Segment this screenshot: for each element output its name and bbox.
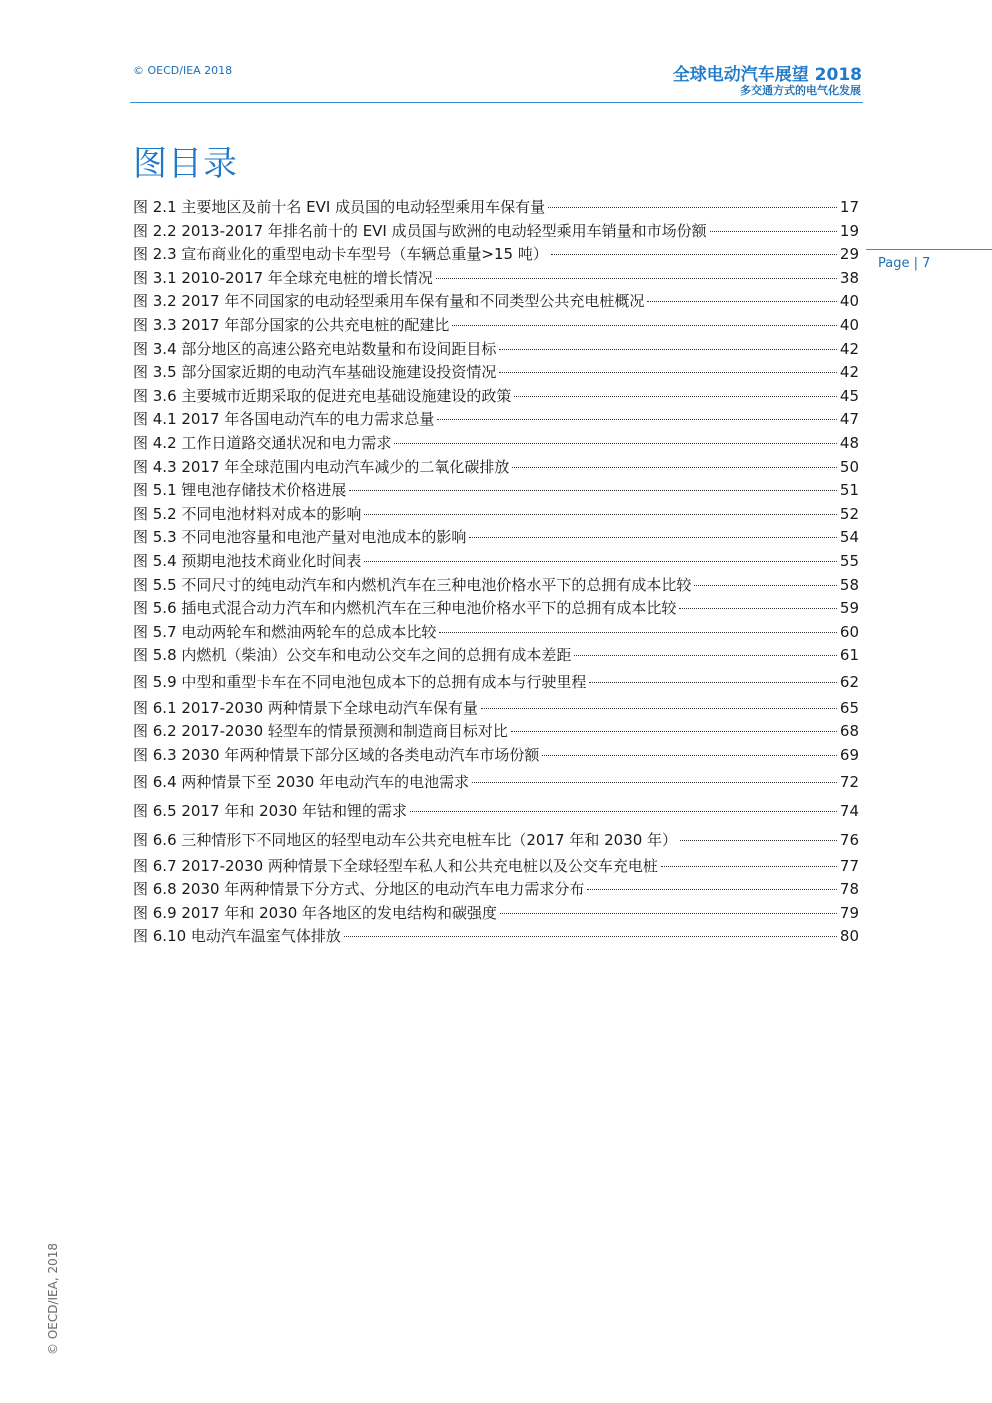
toc-entry[interactable] [133,797,859,826]
page-number-divider [866,249,992,250]
toc-entry-page: 17 [839,198,859,216]
toc-entry-label: 图 6.9 2017 年和 2030 年各地区的发电结构和碳强度 [133,903,498,922]
toc-entry[interactable] [133,668,859,697]
toc-entry-label: 图 6.1 2017-2030 两种情景下全球电动汽车保有量 [133,698,478,717]
toc-entry-page: 40 [839,292,859,311]
toc-entry[interactable] [133,456,859,480]
toc-entry[interactable] [133,361,859,385]
document-title: 全球电动汽车展望 2018 [672,65,862,85]
toc-entry-label: 图 3.4 部分地区的高速公路充电站数量和布设间距目标 [133,339,497,358]
toc-entry-label: 图 3.3 2017 年部分国家的公共充电桩的配建比 [133,315,450,334]
toc-entry-page: 29 [839,245,859,264]
header-divider [130,102,863,103]
toc-entry[interactable] [133,902,859,926]
toc-entry[interactable] [133,385,859,409]
toc-entry-page: 59 [839,599,859,618]
toc-entry[interactable] [133,243,859,267]
toc-dot-leader [364,561,837,562]
toc-dot-leader [647,301,837,302]
toc-entry-page: 72 [839,772,859,791]
toc-entry-label: 图 6.4 两种情景下至 2030 年电动汽车的电池需求 [133,772,470,791]
toc-dot-leader [661,866,837,867]
toc-entry-label: 图 6.7 2017-2030 两种情景下全球轻型车私人和公共充电桩以及公交车充电桩 [133,856,658,875]
toc-dot-leader [548,207,837,208]
toc-entry[interactable] [133,744,859,768]
toc-entry-page: 69 [839,746,859,765]
toc-dot-leader [472,782,837,783]
toc-entry-label: 图 5.2 不同电池材料对成本的影响 [133,504,362,523]
toc-entry-label: 图 5.4 预期电池技术商业化时间表 [133,551,362,570]
side-copyright: © OECD/IEA, 2018 [46,1242,60,1355]
toc-dot-leader [589,682,837,683]
toc-dot-leader [344,936,837,937]
toc-entry-label: 图 2.2 2013-2017 年排名前十的 EVI 成员国与欧洲的电动轻型乘用车销量和市场份额 [133,221,707,240]
toc-entry-page: 42 [839,339,859,358]
toc-dot-leader [410,811,837,812]
toc-entry[interactable] [133,290,859,314]
toc-entry-page: 60 [839,622,859,641]
toc-entry[interactable] [133,196,859,220]
toc-dot-leader [452,325,837,326]
toc-dot-leader [436,278,837,279]
toc-entry[interactable] [133,574,859,598]
toc-entry[interactable] [133,697,859,721]
toc-dot-leader [499,349,837,350]
toc-entry[interactable] [133,826,859,855]
toc-entry-page: 74 [839,801,859,820]
toc-dot-leader [512,467,837,468]
toc-dot-leader [514,396,837,397]
toc-entry-label: 图 5.8 内燃机（柴油）公交车和电动公交车之间的总拥有成本差距 [133,646,572,665]
toc-entry-label: 图 3.2 2017 年不同国家的电动轻型乘用车保有量和不同类型公共充电桩概况 [133,292,645,311]
toc-entry-label: 图 6.8 2030 年两种情景下分方式、分地区的电动汽车电力需求分布 [133,880,585,899]
toc-dot-leader [551,254,837,255]
toc-entry[interactable] [133,526,859,550]
toc-dot-leader [439,632,837,633]
toc-dot-leader [499,372,837,373]
toc-entry[interactable] [133,768,859,797]
toc-entry[interactable] [133,267,859,291]
toc-dot-leader [587,889,837,890]
toc-dot-leader [574,655,837,656]
toc-entry-label: 图 5.6 插电式混合动力汽车和内燃机汽车在三种电池价格水平下的总拥有成本比较 [133,599,677,618]
toc-entry[interactable] [133,644,859,668]
toc-entry[interactable] [133,720,859,744]
toc-entry-page: 79 [839,903,859,922]
toc-dot-leader [469,537,837,538]
toc-entry-page: 76 [839,830,859,849]
toc-entry[interactable] [133,878,859,902]
toc-entry-label: 图 5.1 锂电池存储技术价格进展 [133,481,347,500]
toc-entry-page: 40 [839,315,859,334]
toc-entry[interactable] [133,338,859,362]
header-copyright: © OECD/IEA 2018 [133,64,233,77]
toc-entry[interactable] [133,621,859,645]
toc-dot-leader [542,755,837,756]
toc-entry-page: 50 [839,457,859,476]
toc-dot-leader [500,913,837,914]
toc-dot-leader [349,490,837,491]
toc-entry-page: 78 [839,880,859,899]
page-number: Page | 7 [878,256,931,271]
toc-entry[interactable] [133,597,859,621]
toc-entry[interactable] [133,408,859,432]
document-subtitle: 多交通方式的电气化发展 [740,84,861,97]
toc-entry-label: 图 6.10 电动汽车温室气体排放 [133,927,341,946]
toc-dot-leader [481,708,837,709]
toc-dot-leader [437,419,837,420]
figure-list [133,196,859,949]
toc-dot-leader [710,231,837,232]
toc-entry-page: 80 [839,927,859,946]
toc-entry[interactable] [133,220,859,244]
toc-entry-label: 图 4.3 2017 年全球范围内电动汽车减少的二氧化碳排放 [133,457,510,476]
toc-entry[interactable] [133,479,859,503]
toc-entry-page: 47 [839,410,859,429]
toc-entry-label: 图 6.2 2017-2030 轻型车的情景预测和制造商目标对比 [133,722,508,741]
toc-entry-page: 52 [839,504,859,523]
toc-entry-page: 51 [839,481,859,500]
toc-entry-label: 图 5.5 不同尺寸的纯电动汽车和内燃机汽车在三种电池价格水平下的总拥有成本比较 [133,575,692,594]
toc-entry-label: 图 3.5 部分国家近期的电动汽车基础设施建设投资情况 [133,363,497,382]
toc-entry-page: 55 [839,551,859,570]
toc-entry-page: 61 [839,646,859,665]
toc-entry[interactable] [133,432,859,456]
toc-dot-leader [694,585,837,586]
toc-dot-leader [679,608,837,609]
toc-entry[interactable] [133,550,859,574]
toc-entry-page: 65 [839,698,859,717]
toc-entry-label: 图 6.6 三种情形下不同地区的轻型电动车公共充电桩车比（2017 年和 2030 年） [133,830,678,849]
toc-dot-leader [680,840,837,841]
toc-entry-label: 图 4.2 工作日道路交通状况和电力需求 [133,433,392,452]
toc-entry-page: 58 [839,575,859,594]
toc-entry-page: 54 [839,528,859,547]
toc-dot-leader [394,443,837,444]
toc-entry-label: 图 5.9 中型和重型卡车在不同电池包成本下的总拥有成本与行驶里程 [133,672,587,691]
toc-entry-page: 77 [839,856,859,875]
toc-entry-page: 45 [839,386,859,405]
toc-entry-label: 图 6.5 2017 年和 2030 年钴和锂的需求 [133,801,408,820]
toc-entry-page: 42 [839,363,859,382]
toc-entry-page: 48 [839,433,859,452]
toc-entry-label: 图 5.7 电动两轮车和燃油两轮车的总成本比较 [133,622,437,641]
toc-entry[interactable] [133,503,859,527]
toc-dot-leader [511,731,837,732]
toc-entry-page: 19 [839,221,859,240]
toc-entry-label: 图 6.3 2030 年两种情景下部分区域的各类电动汽车市场份额 [133,746,540,765]
toc-entry-label: 图 3.1 2010-2017 年全球充电桩的增长情况 [133,268,433,287]
toc-entry-page: 62 [839,672,859,691]
toc-entry[interactable] [133,314,859,338]
toc-entry[interactable] [133,855,859,879]
toc-dot-leader [364,514,837,515]
toc-entry-label: 图 2.3 宣布商业化的重型电动卡车型号（车辆总重量>15 吨） [133,245,548,264]
toc-entry-label: 图 2.1 主要地区及前十名 EVI 成员国的电动轻型乘用车保有量 [133,198,546,216]
toc-entry-label: 图 3.6 主要城市近期采取的促进充电基础设施建设的政策 [133,386,512,405]
toc-entry-page: 68 [839,722,859,741]
toc-entry-label: 图 5.3 不同电池容量和电池产量对电池成本的影响 [133,528,467,547]
toc-entry-page: 38 [839,268,859,287]
page-title: 图目录 [133,144,238,184]
toc-entry-label: 图 4.1 2017 年各国电动汽车的电力需求总量 [133,410,435,429]
toc-entry[interactable] [133,925,859,949]
